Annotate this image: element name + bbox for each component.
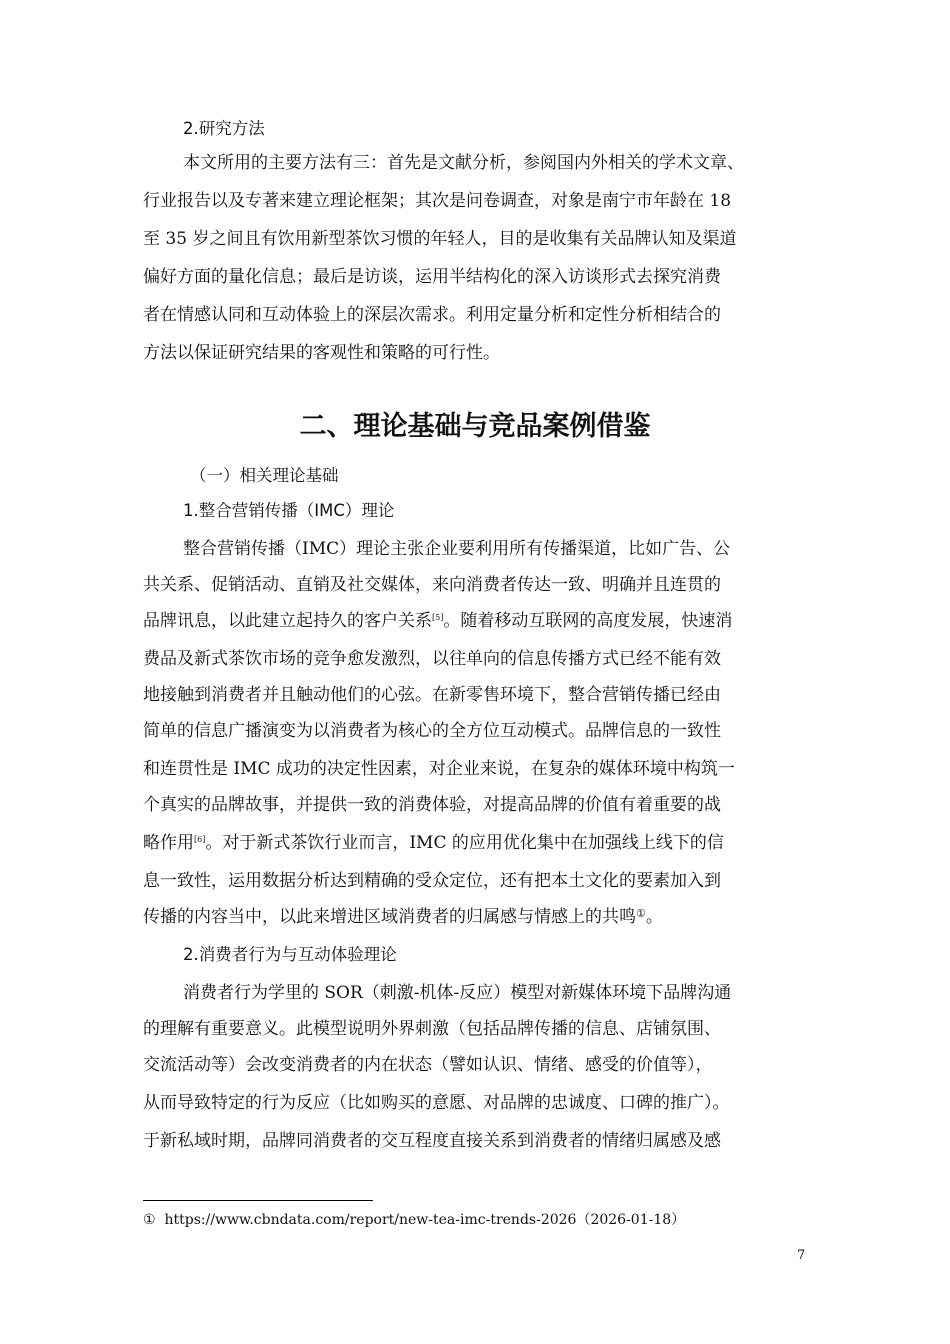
footnote-marker[interactable]: ① — [636, 907, 646, 920]
citation-ref-5: [5] — [432, 613, 444, 622]
method-line: 偏好方面的量化信息；最后是访谈，运用半结构化的深入访谈形式去探究消费 — [143, 267, 721, 287]
imc-line: 个真实的品牌故事，并提供一致的消费体验，对提高品牌的价值有着重要的战 — [143, 795, 721, 815]
footnote-mark: ① — [143, 1212, 156, 1228]
imc-text: 。 — [645, 907, 663, 927]
imc-line: 地接触到消费者并且触动他们的心弦。在新零售环境下，整合营销传播已经由 — [143, 685, 721, 705]
sor-heading: 2.消费者行为与互动体验理论 — [183, 945, 397, 964]
sor-line: 于新私域时期，品牌同消费者的交互程度直接关系到消费者的情绪归属感及感 — [143, 1131, 721, 1151]
method-line: 至 35 岁之间且有饮用新型茶饮习惯的年轻人，目的是收集有关品牌认知及渠道 — [143, 229, 737, 249]
method-line: 者在情感认同和互动体验上的深层次需求。利用定量分析和定性分析相结合的 — [143, 305, 721, 325]
method-heading: 2.研究方法 — [183, 119, 265, 138]
sor-line: 的理解有重要意义。此模型说明外界刺激（包括品牌传播的信息、店铺氛围、 — [143, 1019, 721, 1039]
imc-line: 简单的信息广播演变为以消费者为核心的全方位互动模式。品牌信息的一致性 — [143, 721, 721, 741]
method-line: 本文所用的主要方法有三：首先是文献分析，参阅国内外相关的学术文章、 — [183, 153, 744, 173]
imc-line: 费品及新式茶饮市场的竞争愈发激烈，以往单向的信息传播方式已经不能有效 — [143, 649, 721, 669]
imc-text: 品牌讯息，以此建立起持久的客户关系 — [143, 611, 432, 631]
imc-line — [143, 826, 810, 860]
imc-line — [143, 900, 810, 934]
footnote-link[interactable]: https://www.cbndata.com/report/new-tea-imc-trends-2026（2026-01-18） — [164, 1212, 686, 1228]
imc-text: 略作用 — [143, 833, 194, 853]
imc-heading: 1.整合营销传播（IMC）理论 — [183, 501, 395, 520]
sor-line: 交流活动等）会改变消费者的内在状态（譬如认识、情绪、感受的价值等）， — [143, 1055, 713, 1075]
imc-line: 共关系、促销活动、直销及社交媒体，来向消费者传达一致、明确并且连贯的 — [143, 575, 721, 595]
chapter-title: 二、理论基础与竞品案例借鉴 — [299, 411, 651, 442]
citation-ref-6: [6] — [194, 835, 206, 844]
subsection-title: （一）相关理论基础 — [190, 466, 339, 485]
imc-line: 和连贯性是 IMC 成功的决定性因素，对企业来说，在复杂的媒体环境中构筑一 — [143, 759, 735, 779]
imc-text: 。对于新式茶饮行业而言，IMC 的应用优化集中在加强线上线下的信 — [205, 833, 724, 853]
page-number: 7 — [797, 1248, 806, 1263]
sor-line: 消费者行为学里的 SOR（刺激-机体-反应）模型对新媒体环境下品牌沟通 — [183, 983, 732, 1003]
imc-text: 。随着移动互联网的高度发展，快速消 — [443, 611, 733, 631]
sor-line: 从而导致特定的行为反应（比如购买的意愿、对品牌的忠诚度、口碑的推广）。 — [143, 1093, 730, 1113]
imc-line: 息一致性，运用数据分析达到精确的受众定位，还有把本土文化的要素加入到 — [143, 871, 721, 891]
method-line: 方法以保证研究结果的客观性和策略的可行性。 — [143, 343, 500, 363]
footnote-divider — [143, 1200, 373, 1201]
footnote — [143, 1209, 685, 1231]
method-line: 行业报告以及专著来建立理论框架；其次是问卷调查，对象是南宁市年龄在 18 — [143, 191, 732, 211]
imc-line — [143, 604, 810, 638]
imc-line: 整合营销传播（IMC）理论主张企业要利用所有传播渠道，比如广告、公 — [183, 539, 731, 559]
imc-text: 传播的内容当中，以此来增进区域消费者的归属感与情感上的共鸣 — [143, 907, 636, 927]
